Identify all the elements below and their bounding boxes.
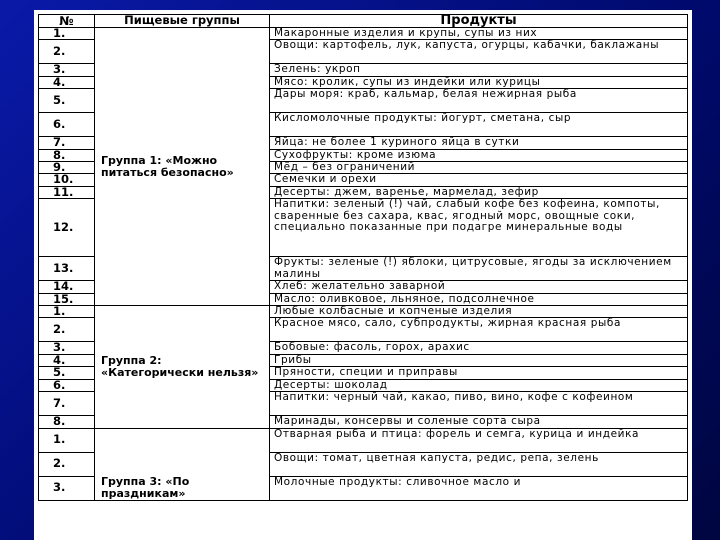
- table-row: [39, 28, 688, 40]
- row-products: Фрукты: зеленые (!) яблоки, цитрусовые, ягоды за исключением малины: [270, 257, 688, 281]
- row-number: 12.: [39, 199, 95, 257]
- table-row: [39, 306, 688, 318]
- group-2-label: Группа 2: «Категорически нельзя»: [95, 306, 270, 428]
- diet-table: [38, 14, 688, 501]
- row-number: 14.: [39, 281, 95, 293]
- row-products: Любые колбасные и копченые изделия: [270, 306, 688, 318]
- row-number: 3.: [39, 476, 95, 500]
- row-number: 10.: [39, 174, 95, 186]
- row-products: Напитки: черный чай, какао, пиво, вино, кофе с кофеином: [270, 392, 688, 416]
- row-products: Десерты: джем, варенье, мармелад, зефир: [270, 186, 688, 198]
- header-num: №: [39, 15, 95, 28]
- row-products: Семечки и орехи: [270, 174, 688, 186]
- header-products: Продукты: [270, 15, 688, 28]
- row-products: Маринады, консервы и соленые сорта сыра: [270, 416, 688, 428]
- row-products: Отварная рыба и птица: форель и семга, курица и индейка: [270, 428, 688, 452]
- row-products: Десерты: шоколад: [270, 379, 688, 391]
- slide-sheet: [34, 10, 692, 540]
- row-number: 8.: [39, 149, 95, 161]
- row-number: 3.: [39, 342, 95, 354]
- row-number: 2.: [39, 318, 95, 342]
- row-products: Грибы: [270, 354, 688, 366]
- table-header-row: [39, 15, 688, 28]
- row-number: 3.: [39, 64, 95, 76]
- row-number: 2.: [39, 40, 95, 64]
- row-number: 2.: [39, 452, 95, 476]
- group-3-label: Группа 3: «По праздникам»: [95, 428, 270, 500]
- row-products: Сухофрукты: кроме изюма: [270, 149, 688, 161]
- row-products: Молочные продукты: сливочное масло и: [270, 476, 688, 500]
- row-number: 4.: [39, 354, 95, 366]
- row-number: 1.: [39, 306, 95, 318]
- row-number: 4.: [39, 76, 95, 88]
- row-products: Овощи: томат, цветная капуста, редис, репа, зелень: [270, 452, 688, 476]
- row-products: Овощи: картофель, лук, капуста, огурцы, кабачки, баклажаны: [270, 40, 688, 64]
- row-number: 11.: [39, 186, 95, 198]
- row-number: 5.: [39, 89, 95, 113]
- row-number: 9.: [39, 162, 95, 174]
- row-products: Хлеб: желательно заварной: [270, 281, 688, 293]
- row-number: 5.: [39, 367, 95, 379]
- row-number: 13.: [39, 257, 95, 281]
- row-number: 6.: [39, 379, 95, 391]
- row-products: Дары моря: краб, кальмар, белая нежирная рыба: [270, 89, 688, 113]
- row-products: Макаронные изделия и крупы, супы из них: [270, 28, 688, 40]
- row-products: Яйца: не более 1 куриного яйца в сутки: [270, 137, 688, 149]
- row-products: Кисломолочные продукты: йогурт, сметана, сыр: [270, 113, 688, 137]
- table-row: [39, 428, 688, 452]
- row-number: 7.: [39, 137, 95, 149]
- row-number: 6.: [39, 113, 95, 137]
- row-products: Бобовые: фасоль, горох, арахис: [270, 342, 688, 354]
- row-products: Красное мясо, сало, субпродукты, жирная красная рыба: [270, 318, 688, 342]
- row-number: 1.: [39, 28, 95, 40]
- row-number: 7.: [39, 392, 95, 416]
- row-products: Зелень: укроп: [270, 64, 688, 76]
- row-number: 1.: [39, 428, 95, 452]
- header-groups: Пищевые группы: [95, 15, 270, 28]
- row-number: 8.: [39, 416, 95, 428]
- row-products: Мёд – без ограничений: [270, 162, 688, 174]
- row-products: Напитки: зеленый (!) чай, слабый кофе без кофеина, компоты, сваренные без сахара, квас, ягодный морс, овощные соки, специально показанные при подагре минеральные воды: [270, 199, 688, 257]
- row-products: Масло: оливковое, льняное, подсолнечное: [270, 293, 688, 305]
- group-1-label: Группа 1: «Можно питаться безопасно»: [95, 28, 270, 306]
- row-products: Пряности, специи и приправы: [270, 367, 688, 379]
- row-products: Мясо: кролик, супы из индейки или курицы: [270, 76, 688, 88]
- row-number: 15.: [39, 293, 95, 305]
